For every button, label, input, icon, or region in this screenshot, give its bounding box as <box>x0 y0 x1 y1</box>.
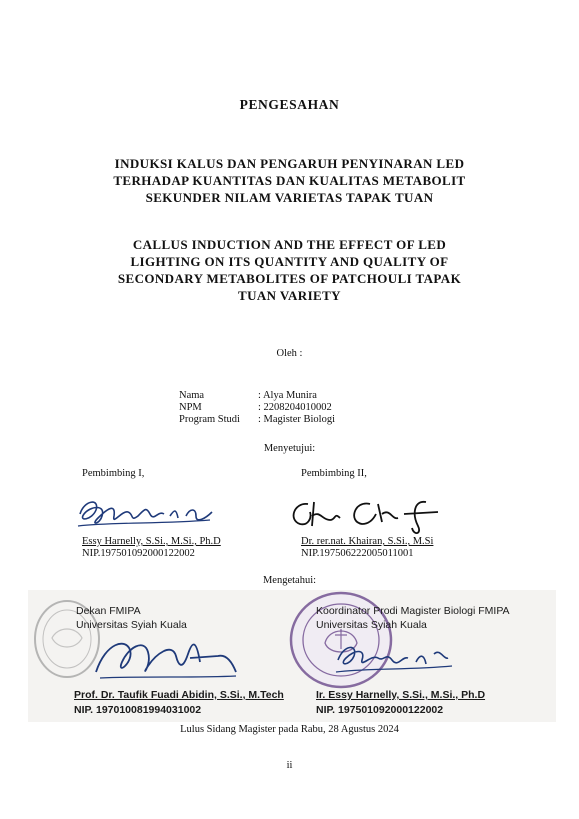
dean-role: Dekan FMIPA <box>76 605 141 617</box>
dean-footer <box>74 688 284 718</box>
coordinator-nip: NIP. 197501092000122002 <box>316 704 444 716</box>
defense-note: Lulus Sidang Magister pada Rabu, 28 Agustus 2024 <box>180 724 399 735</box>
coordinator-header <box>316 604 510 632</box>
npm-label: NPM <box>179 402 202 413</box>
dean-nip: NIP. 197010081994031002 <box>74 704 202 716</box>
coordinator-signature <box>330 634 460 680</box>
supervisor1-role: Pembimbing I, <box>82 468 145 479</box>
title-en-line: CALLUS INDUCTION AND THE EFFECT OF LED <box>132 237 447 252</box>
program-label: Program Studi <box>179 414 240 425</box>
dean-institution: Universitas Syiah Kuala <box>76 619 187 631</box>
npm-value: : 2208204010002 <box>258 402 332 413</box>
acknowledged-label: Mengetahui: <box>262 575 317 586</box>
title-en-line: TUAN VARIETY <box>238 288 341 303</box>
coordinator-institution: Universitas Syiah Kuala <box>316 619 427 631</box>
page-title: PENGESAHAN <box>239 97 340 112</box>
identity-block <box>179 390 335 426</box>
by-label: Oleh : <box>276 348 303 359</box>
coordinator-role: Koordinator Prodi Magister Biologi FMIPA <box>316 605 510 617</box>
supervisor1-name: Essy Harnelly, S.Si., M.Si., Ph.D <box>82 536 221 547</box>
supervisor2-signature <box>286 494 446 534</box>
name-label: Nama <box>179 390 205 401</box>
title-en-line: SECONDARY METABOLITES OF PATCHOULI TAPAK <box>117 271 462 286</box>
supervisor1-block <box>82 536 221 560</box>
name-value: : Alya Munira <box>258 390 317 401</box>
supervisor1-signature <box>72 492 222 532</box>
supervisor2-nip: NIP.197506222005011001 <box>301 548 414 559</box>
title-id-line: INDUKSI KALUS DAN PENGARUH PENYINARAN LED <box>114 156 465 171</box>
supervisor2-block <box>301 536 433 560</box>
title-id-line: SEKUNDER NILAM VARIETAS TAPAK TUAN <box>145 190 434 205</box>
approved-label: Menyetujui: <box>263 443 316 454</box>
dean-name: Prof. Dr. Taufik Fuadi Abidin, S.Si., M.Tech <box>74 689 284 701</box>
title-id-line: TERHADAP KUANTITAS DAN KUALITAS METABOLIT <box>113 173 466 188</box>
dean-header <box>76 604 187 632</box>
coordinator-footer <box>316 688 485 718</box>
thesis-title-indonesian <box>0 155 579 206</box>
title-en-line: LIGHTING ON ITS QUANTITY AND QUALITY OF <box>130 254 449 269</box>
page-number: ii <box>286 760 293 771</box>
dean-signature <box>86 632 246 684</box>
supervisor2-role: Pembimbing II, <box>301 468 367 479</box>
supervisor2-name: Dr. rer.nat. Khairan, S.Si., M.Si <box>301 536 434 547</box>
thesis-title-english <box>0 236 579 304</box>
coordinator-name: Ir. Essy Harnelly, S.Si., M.Si., Ph.D <box>316 689 486 701</box>
supervisor1-nip: NIP.197501092000122002 <box>82 548 195 559</box>
program-value: : Magister Biologi <box>258 414 335 425</box>
